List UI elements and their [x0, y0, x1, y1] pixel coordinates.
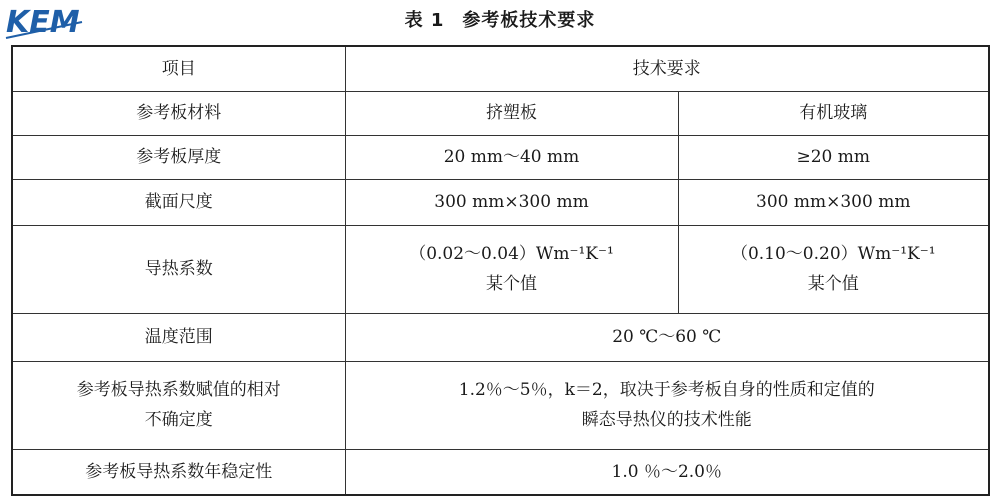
- conductivity-a-note: 某个值: [486, 274, 537, 294]
- conductivity-b-note: 某个值: [807, 274, 859, 294]
- uncertainty-value: [345, 361, 989, 449]
- conductivity-a: [345, 225, 678, 313]
- material-a: 挤塑板: [345, 91, 678, 135]
- conductivity-a-range: （0.02～0.04）Wm⁻¹K⁻¹: [409, 244, 614, 264]
- row-uncertainty: [12, 361, 989, 449]
- thickness-label: 参考板厚度: [12, 135, 345, 179]
- header-requirement: 技术要求: [345, 46, 989, 91]
- stability-label: 参考板导热系数年稳定性: [12, 449, 345, 495]
- stability-value: 1.0 ％～2.0％: [345, 449, 989, 495]
- thickness-a: 20 mm～40 mm: [345, 135, 678, 179]
- material-b: 有机玻璃: [678, 91, 989, 135]
- uncertainty-value-line2: 瞬态导热仪的技术性能: [581, 410, 752, 430]
- cross-section-b: 300 mm×300 mm: [678, 179, 989, 225]
- uncertainty-value-line1: 1.2％～5％，k＝2，取决于参考板自身的性质和定值的: [458, 380, 875, 400]
- conductivity-b: [678, 225, 989, 313]
- row-temperature: [12, 313, 989, 361]
- technical-requirements-table: [11, 45, 990, 496]
- uncertainty-label: [12, 361, 345, 449]
- cross-section-label: 截面尺度: [12, 179, 345, 225]
- row-cross-section: [12, 179, 989, 225]
- row-stability: [12, 449, 989, 495]
- conductivity-label: 导热系数: [12, 225, 345, 313]
- conductivity-b-range: （0.10～0.20）Wm⁻¹K⁻¹: [730, 244, 936, 264]
- table-caption: [0, 6, 1000, 32]
- material-label: 参考板材料: [12, 91, 345, 135]
- thickness-b: ≥20 mm: [678, 135, 989, 179]
- row-material: [12, 91, 989, 135]
- header-row: [12, 46, 989, 91]
- logo-text: KEM: [6, 5, 80, 40]
- cross-section-a: 300 mm×300 mm: [345, 179, 678, 225]
- table-title: 参考板技术要求: [462, 10, 596, 31]
- row-conductivity: [12, 225, 989, 313]
- table-number: 表 1: [404, 10, 445, 31]
- row-thickness: [12, 135, 989, 179]
- uncertainty-label-line1: 参考板导热系数赋值的相对: [76, 380, 281, 400]
- temperature-label: 温度范围: [12, 313, 345, 361]
- temperature-value: 20 ℃～60 ℃: [345, 313, 989, 361]
- uncertainty-label-line2: 不确定度: [144, 410, 213, 430]
- header-item: 项目: [12, 46, 345, 91]
